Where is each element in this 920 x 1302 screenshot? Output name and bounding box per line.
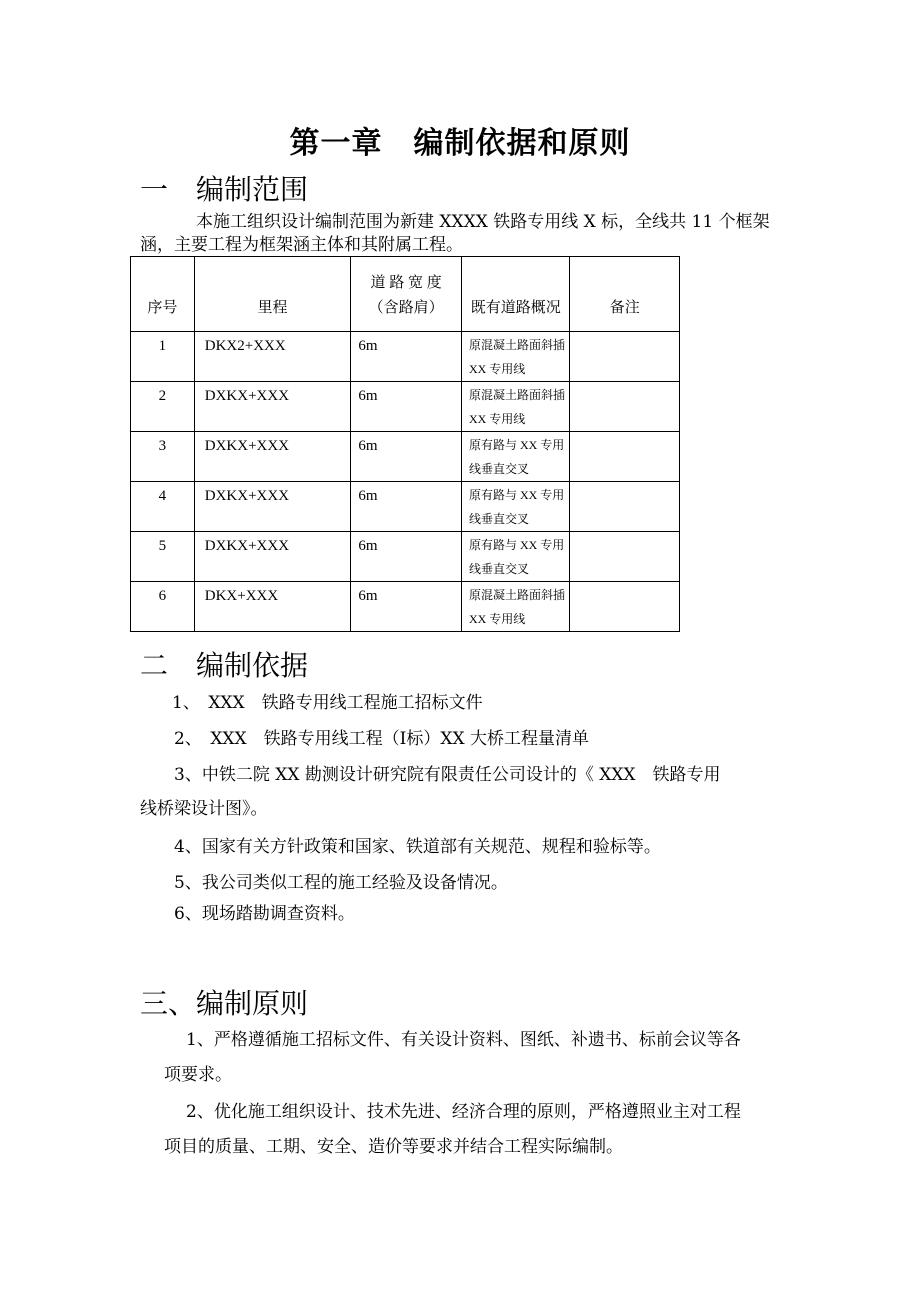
cell-no: 6 — [131, 582, 195, 632]
cell-remark — [570, 582, 680, 632]
basis-item-4: 4、国家有关方针政策和国家、铁道部有关规范、规程和验标等。 — [174, 837, 661, 857]
culvert-table — [130, 256, 680, 632]
header-road-width-line1: 道 路 宽 度 — [370, 275, 442, 291]
cell-no: 2 — [131, 382, 195, 432]
cell-no: 1 — [131, 332, 195, 382]
principle-item-1-cont: 项要求。 — [164, 1065, 232, 1085]
cell-width: 6m — [351, 332, 462, 382]
basis-item-5: 5、我公司类似工程的施工经验及设备情况。 — [174, 873, 508, 893]
basis-item-1: 1、 XXX 铁路专用线工程施工招标文件 — [172, 693, 483, 713]
cell-no: 3 — [131, 432, 195, 482]
cell-road: 原有路与 XX 专用线垂直交叉 — [461, 532, 570, 582]
cell-road: 原有路与 XX 专用线垂直交叉 — [461, 432, 570, 482]
header-road-width-line2: （含路肩） — [368, 300, 444, 316]
section1-intro-line1: 本施工组织设计编制范围为新建 XXXX 铁路专用线 X 标，全线共 11 个框架 — [196, 212, 770, 232]
section1-heading: 一 编制范围 — [140, 173, 309, 206]
cell-road: 原混凝土路面斜插 XX 专用线 — [461, 582, 570, 632]
cell-remark — [570, 532, 680, 582]
section3-heading: 三、编制原则 — [140, 987, 309, 1020]
cell-mileage: DKX+XXX — [194, 582, 351, 632]
header-no: 序号 — [131, 257, 195, 332]
cell-width: 6m — [351, 382, 462, 432]
cell-remark — [570, 482, 680, 532]
header-remark: 备注 — [570, 257, 680, 332]
section1-intro-line2: 涵，主要工程为框架涵主体和其附属工程。 — [140, 235, 463, 255]
basis-item-2: 2、 XXX 铁路专用线工程（Ⅰ标）XX 大桥工程量清单 — [174, 729, 589, 749]
cell-width: 6m — [351, 582, 462, 632]
cell-road: 原有路与 XX 专用线垂直交叉 — [461, 482, 570, 532]
cell-mileage: DXKX+XXX — [194, 532, 351, 582]
cell-remark — [570, 382, 680, 432]
table-header-row — [131, 257, 680, 332]
table-row — [131, 332, 680, 382]
principle-item-2: 2、优化施工组织设计、技术先进、经济合理的原则，严格遵照业主对工程 — [186, 1102, 741, 1122]
table-row — [131, 432, 680, 482]
principle-item-1: 1、严格遵循施工招标文件、有关设计资料、图纸、补遗书、标前会议等各 — [186, 1030, 741, 1050]
basis-item-3: 3、中铁二院 XX 勘测设计研究院有限责任公司设计的《 XXX 铁路专用 — [174, 765, 721, 785]
cell-remark — [570, 332, 680, 382]
cell-mileage: DXKX+XXX — [194, 482, 351, 532]
basis-item-3-cont: 线桥梁设计图》。 — [140, 799, 268, 819]
cell-mileage: DKX2+XXX — [194, 332, 351, 382]
cell-mileage: DXKX+XXX — [194, 382, 351, 432]
header-road-condition: 既有道路概况 — [461, 257, 570, 332]
cell-width: 6m — [351, 482, 462, 532]
header-road-width — [351, 257, 462, 332]
chapter-title: 第一章 编制依据和原则 — [289, 126, 631, 161]
table-row — [131, 582, 680, 632]
table-row — [131, 482, 680, 532]
cell-mileage: DXKX+XXX — [194, 432, 351, 482]
header-mileage: 里程 — [194, 257, 351, 332]
section2-heading: 二 编制依据 — [140, 649, 309, 682]
cell-road: 原混凝土路面斜插 XX 专用线 — [461, 332, 570, 382]
cell-width: 6m — [351, 532, 462, 582]
table-row — [131, 532, 680, 582]
cell-no: 4 — [131, 482, 195, 532]
table-row — [131, 382, 680, 432]
cell-remark — [570, 432, 680, 482]
cell-width: 6m — [351, 432, 462, 482]
basis-item-6: 6、现场踏勘调查资料。 — [174, 904, 355, 924]
cell-no: 5 — [131, 532, 195, 582]
principle-item-2-cont: 项目的质量、工期、安全、造价等要求并结合工程实际编制。 — [164, 1137, 623, 1157]
cell-road: 原混凝土路面斜插 XX 专用线 — [461, 382, 570, 432]
